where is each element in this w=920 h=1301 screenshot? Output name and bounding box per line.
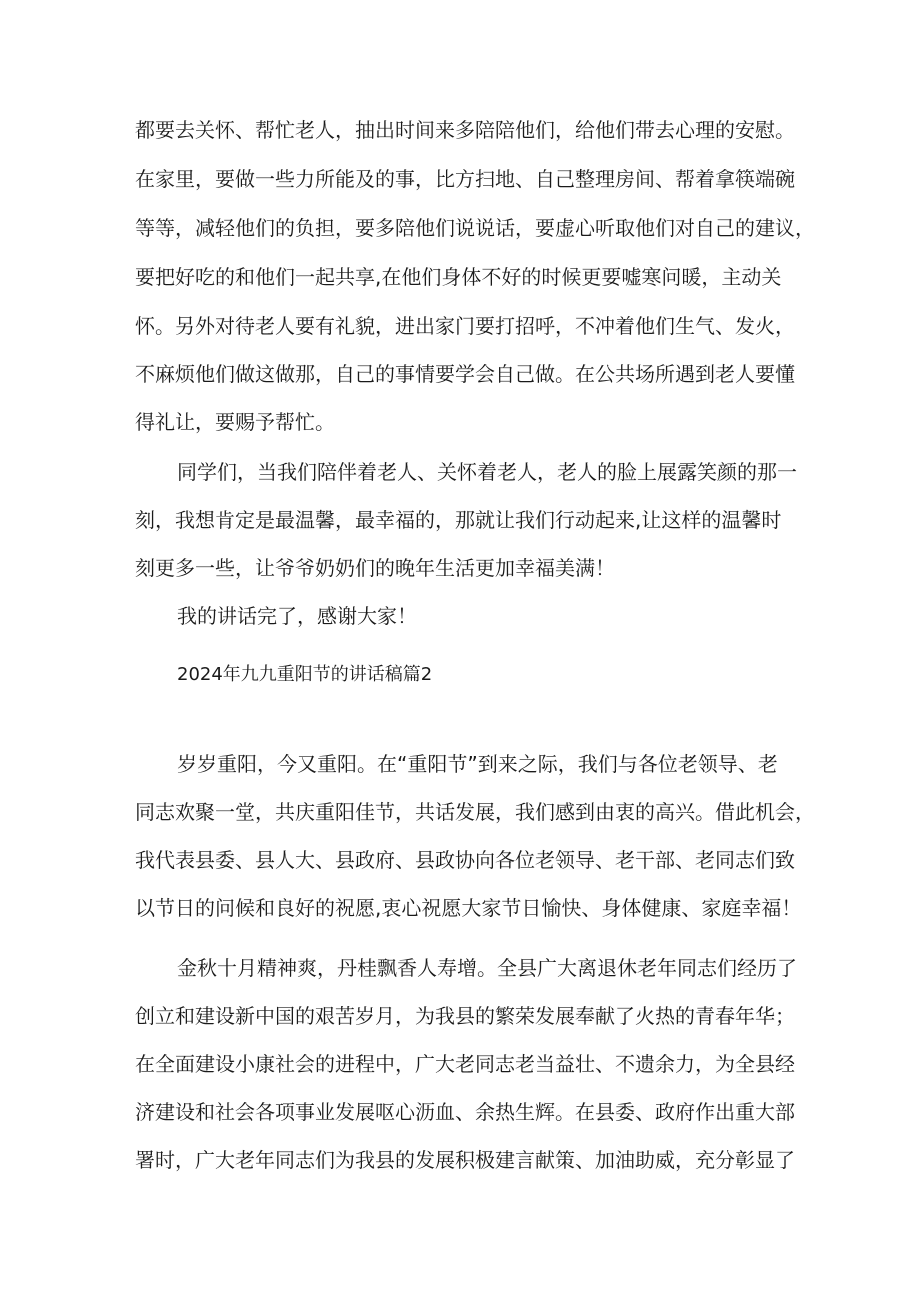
paragraph-1-line-1: 都要去关怀、帮忙老人，抽出时间来多陪陪他们，给他们带去心理的安慰。 (135, 118, 795, 142)
paragraph-4-line-1: 岁岁重阳，今又重阳。在“重阳节”到来之际，我们与各位老领导、老 (177, 752, 778, 776)
paragraph-4-line-4: 以节日的问候和良好的祝愿,衷心祝愿大家节日愉快、身体健康、家庭幸福！ (135, 896, 802, 920)
paragraph-1-line-3: 等等，减轻他们的负担，要多陪他们说说话，要虚心听取他们对自己的建议， (135, 216, 815, 240)
section-title: 2024年九九重阳节的讲话稿篇2 (177, 664, 433, 685)
paragraph-4-line-3: 我代表县委、县人大、县政府、县政协向各位老领导、老干部、老同志们致 (135, 848, 795, 872)
paragraph-1-line-2: 在家里，要做一些力所能及的事，比方扫地、自己整理房间、帮着拿筷端碗 (135, 167, 795, 191)
paragraph-1-line-4: 要把好吃的和他们一起共享,在他们身体不好的时候更要嘘寒问暖，主动关 (135, 265, 782, 289)
paragraph-5-line-5: 署时，广大老年同志们为我县的发展积极建言献策、加油助威，充分彰显了 (135, 1148, 795, 1172)
paragraph-4-line-2: 同志欢聚一堂，共庆重阳佳节，共话发展，我们感到由衷的高兴。借此机会， (135, 800, 815, 824)
paragraph-3-line-1: 我的讲话完了，感谢大家！ (177, 604, 417, 628)
paragraph-2-line-2: 刻，我想肯定是最温馨，最幸福的，那就让我们行动起来,让这样的温馨时 (135, 508, 782, 532)
paragraph-2-line-3: 刻更多一些，让爷爷奶奶们的晚年生活更加幸福美满！ (135, 556, 615, 580)
paragraph-2-line-1: 同学们，当我们陪伴着老人、关怀着老人，老人的脸上展露笑颜的那一 (177, 460, 797, 484)
paragraph-5-line-2: 创立和建设新中国的艰苦岁月，为我县的繁荣发展奉献了火热的青春年华； (135, 1004, 795, 1028)
paragraph-1-line-6: 不麻烦他们做这做那，自己的事情要学会自己做。在公共场所遇到老人要懂 (135, 362, 795, 386)
paragraph-1-line-7: 得礼让，要赐予帮忙。 (135, 410, 335, 434)
paragraph-5-line-3: 在全面建设小康社会的进程中，广大老同志老当益壮、不遗余力，为全县经 (135, 1052, 795, 1076)
paragraph-5-line-1: 金秋十月精神爽，丹桂飘香人寿增。全县广大离退休老年同志们经历了 (177, 956, 797, 980)
paragraph-5-line-4: 济建设和社会各项事业发展呕心沥血、余热生辉。在县委、政府作出重大部 (135, 1100, 795, 1124)
paragraph-1-line-5: 怀。另外对待老人要有礼貌，进出家门要打招呼，不冲着他们生气、发火， (135, 314, 795, 338)
